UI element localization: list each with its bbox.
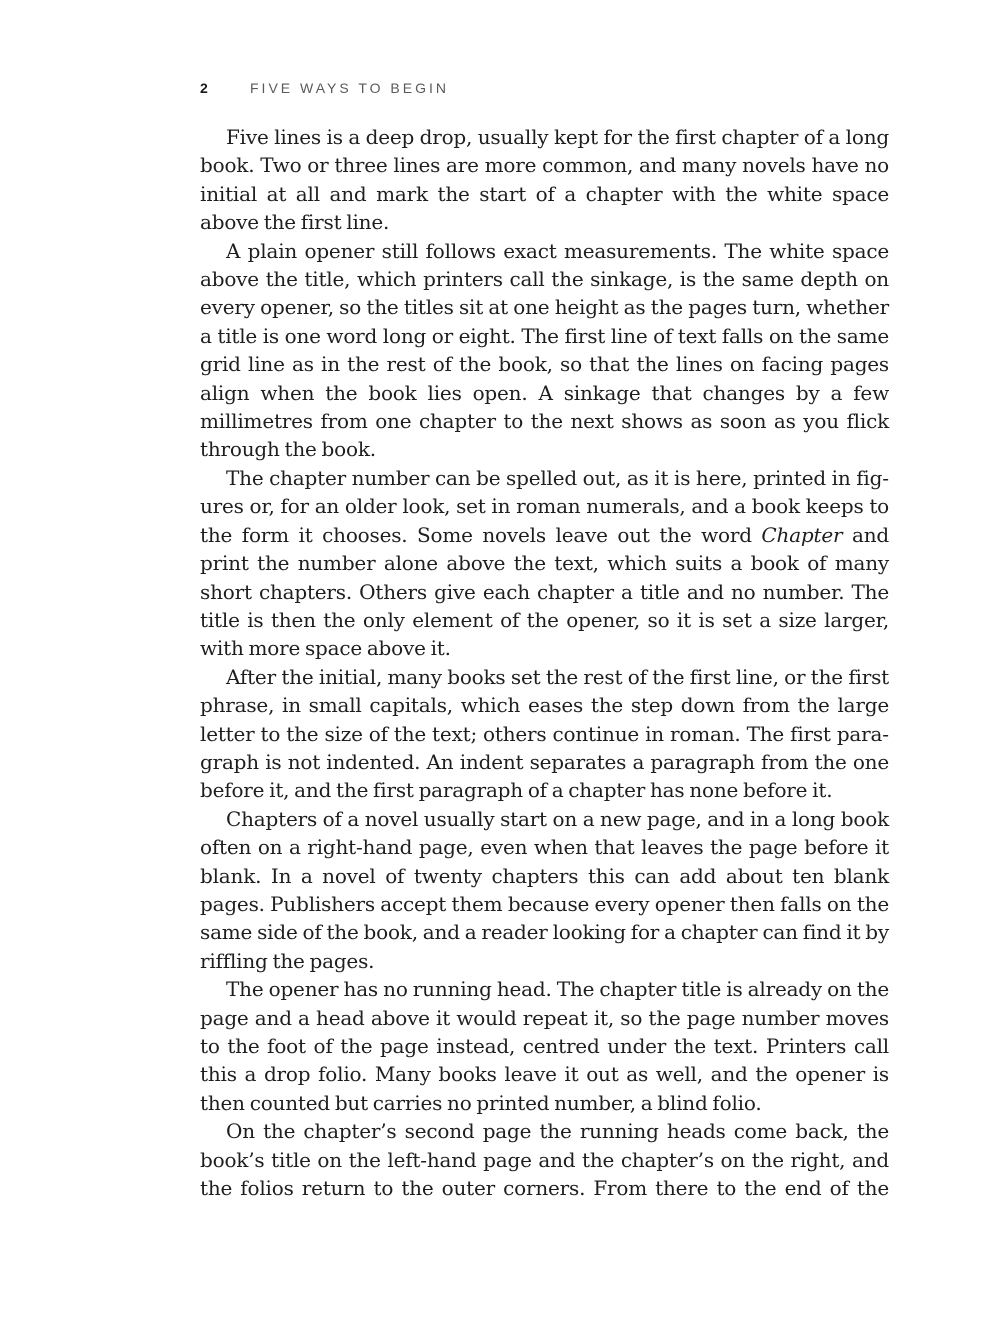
running-title: FIVE WAYS TO BEGIN bbox=[250, 80, 449, 96]
paragraph: After the initial, many books set the rest of the first line, or the first phrase, in small capitals, which eases the step down from the large letter to the size of the text; others continue in roman. The first paragraph is not indented. An indent separates a paragraph from the one before it, and the first paragraph of a chapter has none before it. bbox=[200, 664, 889, 803]
paragraph: A plain opener still follows exact measurements. The white space above the title, which printers call the sinkage, is the same depth on every opener, so the titles sit at one height as the pages turn, whether a title is one word long or eight. The first line of text falls on the same grid line as in the rest of the book, so that the lines on facing pages align when the book lies open. A sinkage that changes by a few millimetres from one chapter to the next shows as soon as you flick through the book. bbox=[200, 238, 889, 462]
running-head bbox=[200, 78, 449, 98]
paragraph bbox=[200, 464, 889, 663]
page-number: 2 bbox=[200, 80, 209, 96]
paragraph: Five lines is a deep drop, usually kept for the first chapter of a long book. Two or three lines are more common, and many novels have no initial at all and mark the start of a chapter with the white space above the first line. bbox=[200, 125, 889, 235]
paragraph: Chapters of a novel usually start on a new page, and in a long book often on a right-hand page, even when that leaves the page before it blank. In a novel of twenty chapters this can add about ten blank pages. Publishers accept them because every opener then falls on the same side of the book, and a reader looking for a chapter can find it by riffling the pages. bbox=[200, 806, 889, 973]
paragraph-text: The chapter number can be spelled out, as it is here, printed in figures or, for an older look, set in roman numerals, and a book keeps to the form it chooses. Some novels leave out the word bbox=[200, 465, 889, 547]
paragraph: The opener has no running head. The chapter title is already on the page and a head above it would repeat it, so the page number moves to the foot of the page instead, centred under the text. Printers call this a drop folio. Many books leave it out as well, and the opener is then counted but carries no printed number, a blind folio. bbox=[200, 977, 889, 1115]
italic-word: Chapter bbox=[761, 522, 843, 547]
paragraph-text: and print the number alone above the text, which suits a book of many short chapters. Others give each chapter a title and no number. The title is then the only element of the opener, so it is set a size larger, with more space above it. bbox=[200, 522, 889, 661]
body-text bbox=[200, 123, 889, 1202]
paragraph: On the chapter’s second page the running heads come back, the book’s title on the left-hand page and the chapter’s on the right, and the folios return to the outer corners. From there to the end of the bbox=[200, 1119, 889, 1201]
